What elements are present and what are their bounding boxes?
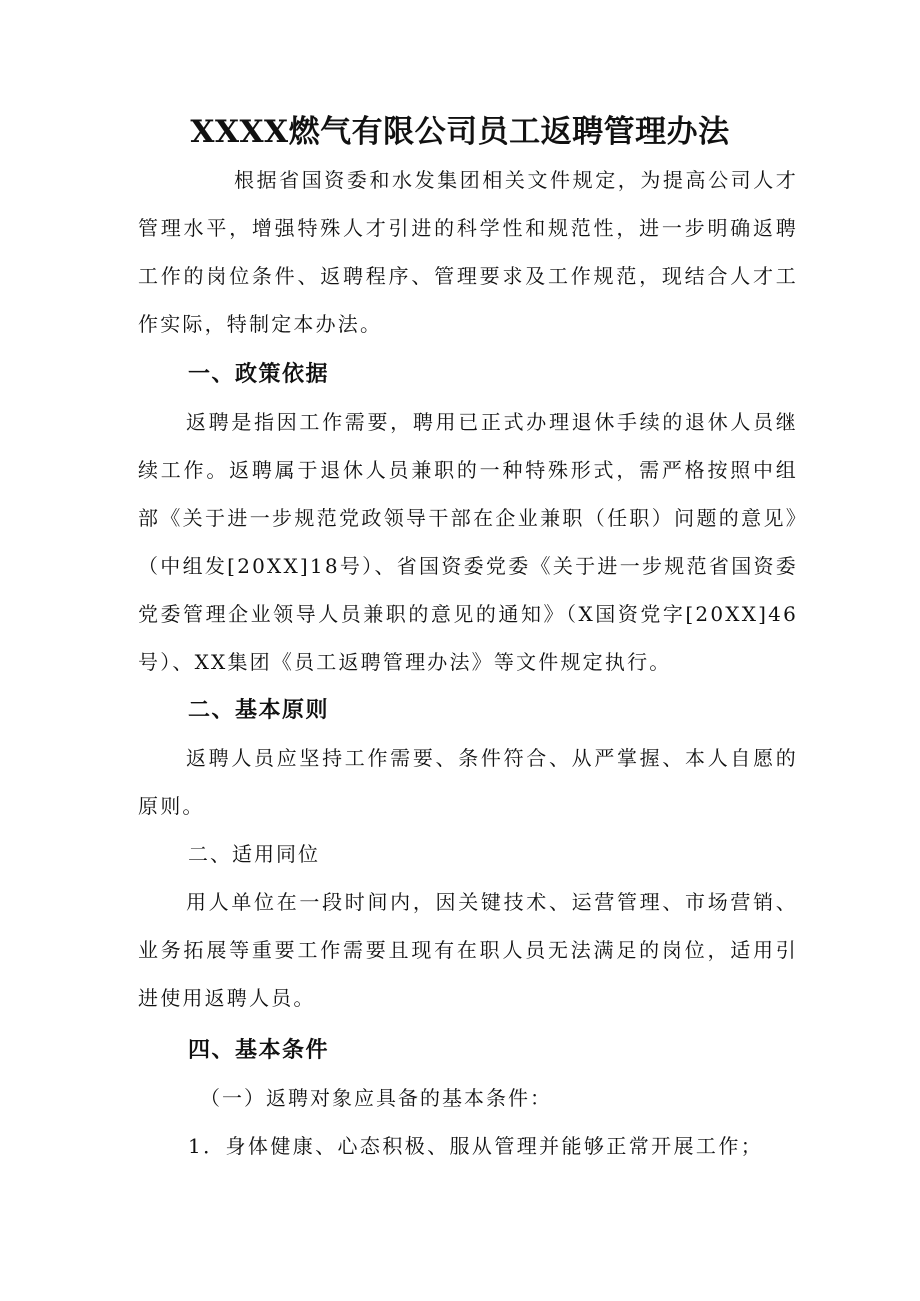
basic-conditions-subheading: （一）返聘对象应具备的基本条件： [200,1086,552,1110]
section-heading-basic-principles: 二、基本原则 [188,697,330,723]
basic-principles-paragraph: 返聘人员应坚持工作需要、条件符合、从严掌握、本人自愿的原则。 [138,746,798,818]
basic-conditions-item-1: 1．身体健康、心态积极、服从管理并能够正常开展工作； [188,1134,764,1158]
policy-basis-paragraph: 返聘是指因工作需要，聘用已正式办理退休手续的退休人员继续工作。返聘属于退休人员兼职的一种特殊形式，需严格按照中组部《关于进一步规范党政领导干部在企业兼职（任职）问题的意见》（中组发[20XX]18号）、省国资委党委《关于进一步规范省国资委党委管理企业领导人员兼职的意见的通知》（X国资党字[20XX]46号）、XX集团《员工返聘管理办法》等文件规定执行。 [138,410,798,674]
section-heading-policy-basis: 一、政策依据 [188,361,330,387]
document-title: XXXX燃气有限公司员工返聘管理办法 [190,114,730,150]
section-heading-basic-conditions: 四、基本条件 [188,1037,330,1063]
intro-paragraph: 根据省国资委和水发集团相关文件规定，为提高公司人才管理水平，增强特殊人才引进的科学性和规范性，进一步明确返聘工作的岗位条件、返聘程序、管理要求及工作规范，现结合人才工作实际，特制定本办法。 [138,168,798,336]
section-heading-applicable-positions: 二、适用同位 [188,842,320,866]
applicable-positions-paragraph: 用人单位在一段时间内，因关键技术、运营管理、市场营销、业务拓展等重要工作需要且现有在职人员无法满足的岗位，适用引进使用返聘人员。 [138,890,798,1010]
